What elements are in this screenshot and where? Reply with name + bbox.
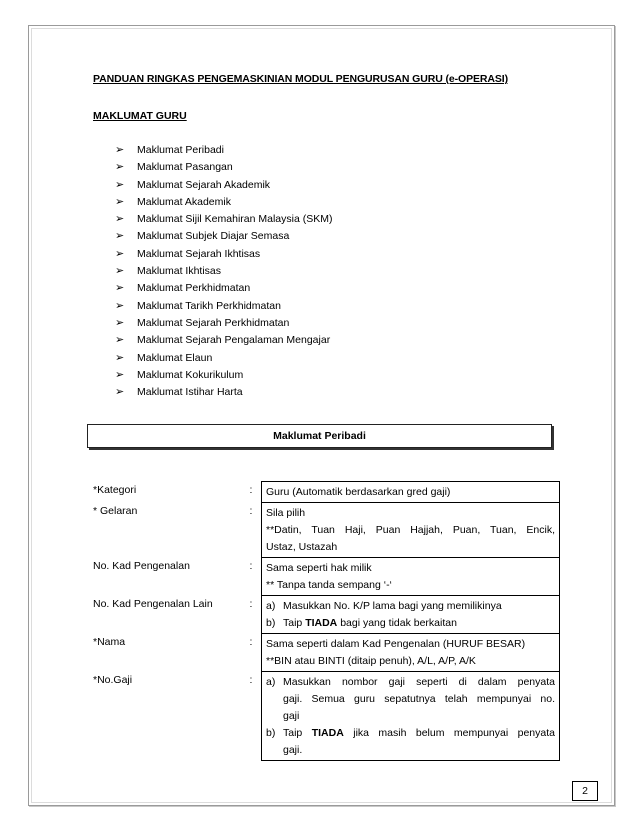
arrow-bullet-icon: ➢ bbox=[115, 178, 125, 191]
arrow-bullet-icon: ➢ bbox=[115, 144, 125, 156]
section-title: MAKLUMAT GURU bbox=[93, 110, 187, 122]
list-item: ➢ Maklumat Sejarah Perkhidmatan bbox=[115, 315, 332, 332]
list-item: ➢ Maklumat Sejarah Pengalaman Mengajar bbox=[115, 332, 332, 349]
field-label: * Gelaran bbox=[93, 505, 138, 517]
arrow-bullet-icon: ➢ bbox=[115, 368, 125, 381]
field-label: No. Kad Pengenalan Lain bbox=[93, 598, 213, 610]
arrow-bullet-icon: ➢ bbox=[115, 195, 125, 208]
field-row-nama bbox=[93, 633, 560, 671]
arrow-bullet-icon: ➢ bbox=[115, 161, 125, 174]
list-item: ➢ Maklumat Peribadi bbox=[115, 142, 332, 159]
arrow-bullet-icon: ➢ bbox=[115, 299, 125, 312]
arrow-bullet-icon: ➢ bbox=[115, 230, 125, 243]
list-item: ➢ Maklumat Tarikh Perkhidmatan bbox=[115, 298, 332, 315]
field-row-kad-pengenalan bbox=[93, 557, 560, 595]
field-row-kategori bbox=[93, 481, 560, 502]
field-label: *No.Gaji bbox=[93, 674, 133, 686]
field-label: No. Kad Pengenalan bbox=[93, 560, 190, 572]
list-item: ➢ Maklumat Pasangan bbox=[115, 159, 332, 176]
arrow-bullet-icon: ➢ bbox=[115, 386, 125, 399]
field-label: *Nama bbox=[93, 636, 126, 648]
list-item: ➢ Maklumat Akademik bbox=[115, 194, 332, 211]
list-item: ➢ Maklumat Istihar Harta bbox=[115, 384, 332, 401]
topic-list bbox=[115, 142, 332, 401]
field-description bbox=[261, 595, 560, 633]
field-row-gelaran bbox=[93, 502, 560, 557]
document-title: PANDUAN RINGKAS PENGEMASKINIAN MODUL PENGURUSAN GURU (e-OPERASI) bbox=[93, 73, 508, 85]
list-item: b) Taip TIADA bagi yang tidak berkaitan bbox=[266, 617, 457, 629]
field-description: Sama seperti hak milik ** Tanpa tanda sempang ‘-‘ bbox=[261, 557, 560, 595]
list-item: a) Masukkan No. K/P lama bagi yang memilikinya bbox=[266, 600, 502, 612]
arrow-bullet-icon: ➢ bbox=[115, 334, 125, 347]
list-item: ➢ Maklumat Sejarah Ikhtisas bbox=[115, 246, 332, 263]
field-table bbox=[93, 481, 560, 761]
colon-separator: : bbox=[249, 674, 253, 686]
field-row-kad-pengenalan-lain bbox=[93, 595, 560, 633]
list-item: b) Taip TIADA jika masih belum mempunyai penyata gaji. bbox=[266, 727, 555, 756]
arrow-bullet-icon: ➢ bbox=[115, 282, 125, 295]
list-item: ➢ Maklumat Elaun bbox=[115, 350, 332, 367]
field-description: Sama seperti dalam Kad Pengenalan (HURUF BESAR) **BIN atau BINTI (ditaip penuh), A/L, A/P, A/K bbox=[261, 633, 560, 671]
arrow-bullet-icon: ➢ bbox=[115, 316, 125, 329]
list-item: a) Masukkan nombor gaji seperti di dalam penyata gaji. Semua guru sepatutnya telah mempunyai no. gaji bbox=[266, 676, 555, 722]
arrow-bullet-icon: ➢ bbox=[115, 247, 125, 260]
colon-separator: : bbox=[249, 505, 253, 517]
section-banner: Maklumat Peribadi bbox=[87, 424, 552, 448]
arrow-bullet-icon: ➢ bbox=[115, 351, 125, 364]
field-label: *Kategori bbox=[93, 484, 137, 496]
field-description bbox=[261, 671, 560, 761]
arrow-bullet-icon: ➢ bbox=[115, 265, 125, 278]
field-description: Guru (Automatik berdasarkan gred gaji) bbox=[261, 481, 560, 502]
arrow-bullet-icon: ➢ bbox=[115, 213, 125, 226]
field-row-no-gaji bbox=[93, 671, 560, 761]
colon-separator: : bbox=[249, 560, 253, 572]
list-item: ➢ Maklumat Kokurikulum bbox=[115, 367, 332, 384]
colon-separator: : bbox=[249, 598, 253, 610]
list-item: ➢ Maklumat Ikhtisas bbox=[115, 263, 332, 280]
colon-separator: : bbox=[249, 484, 253, 496]
list-item: ➢ Maklumat Perkhidmatan bbox=[115, 280, 332, 297]
colon-separator: : bbox=[249, 636, 253, 648]
field-description: Sila pilih **Datin, Tuan Haji, Puan Hajjah, Puan, Tuan, Encik, Ustaz, Ustazah bbox=[261, 502, 560, 557]
list-item: ➢ Maklumat Sejarah Akademik bbox=[115, 177, 332, 194]
list-item: ➢ Maklumat Sijil Kemahiran Malaysia (SKM) bbox=[115, 211, 332, 228]
page-number: 2 bbox=[572, 781, 598, 801]
list-item: ➢ Maklumat Subjek Diajar Semasa bbox=[115, 228, 332, 245]
